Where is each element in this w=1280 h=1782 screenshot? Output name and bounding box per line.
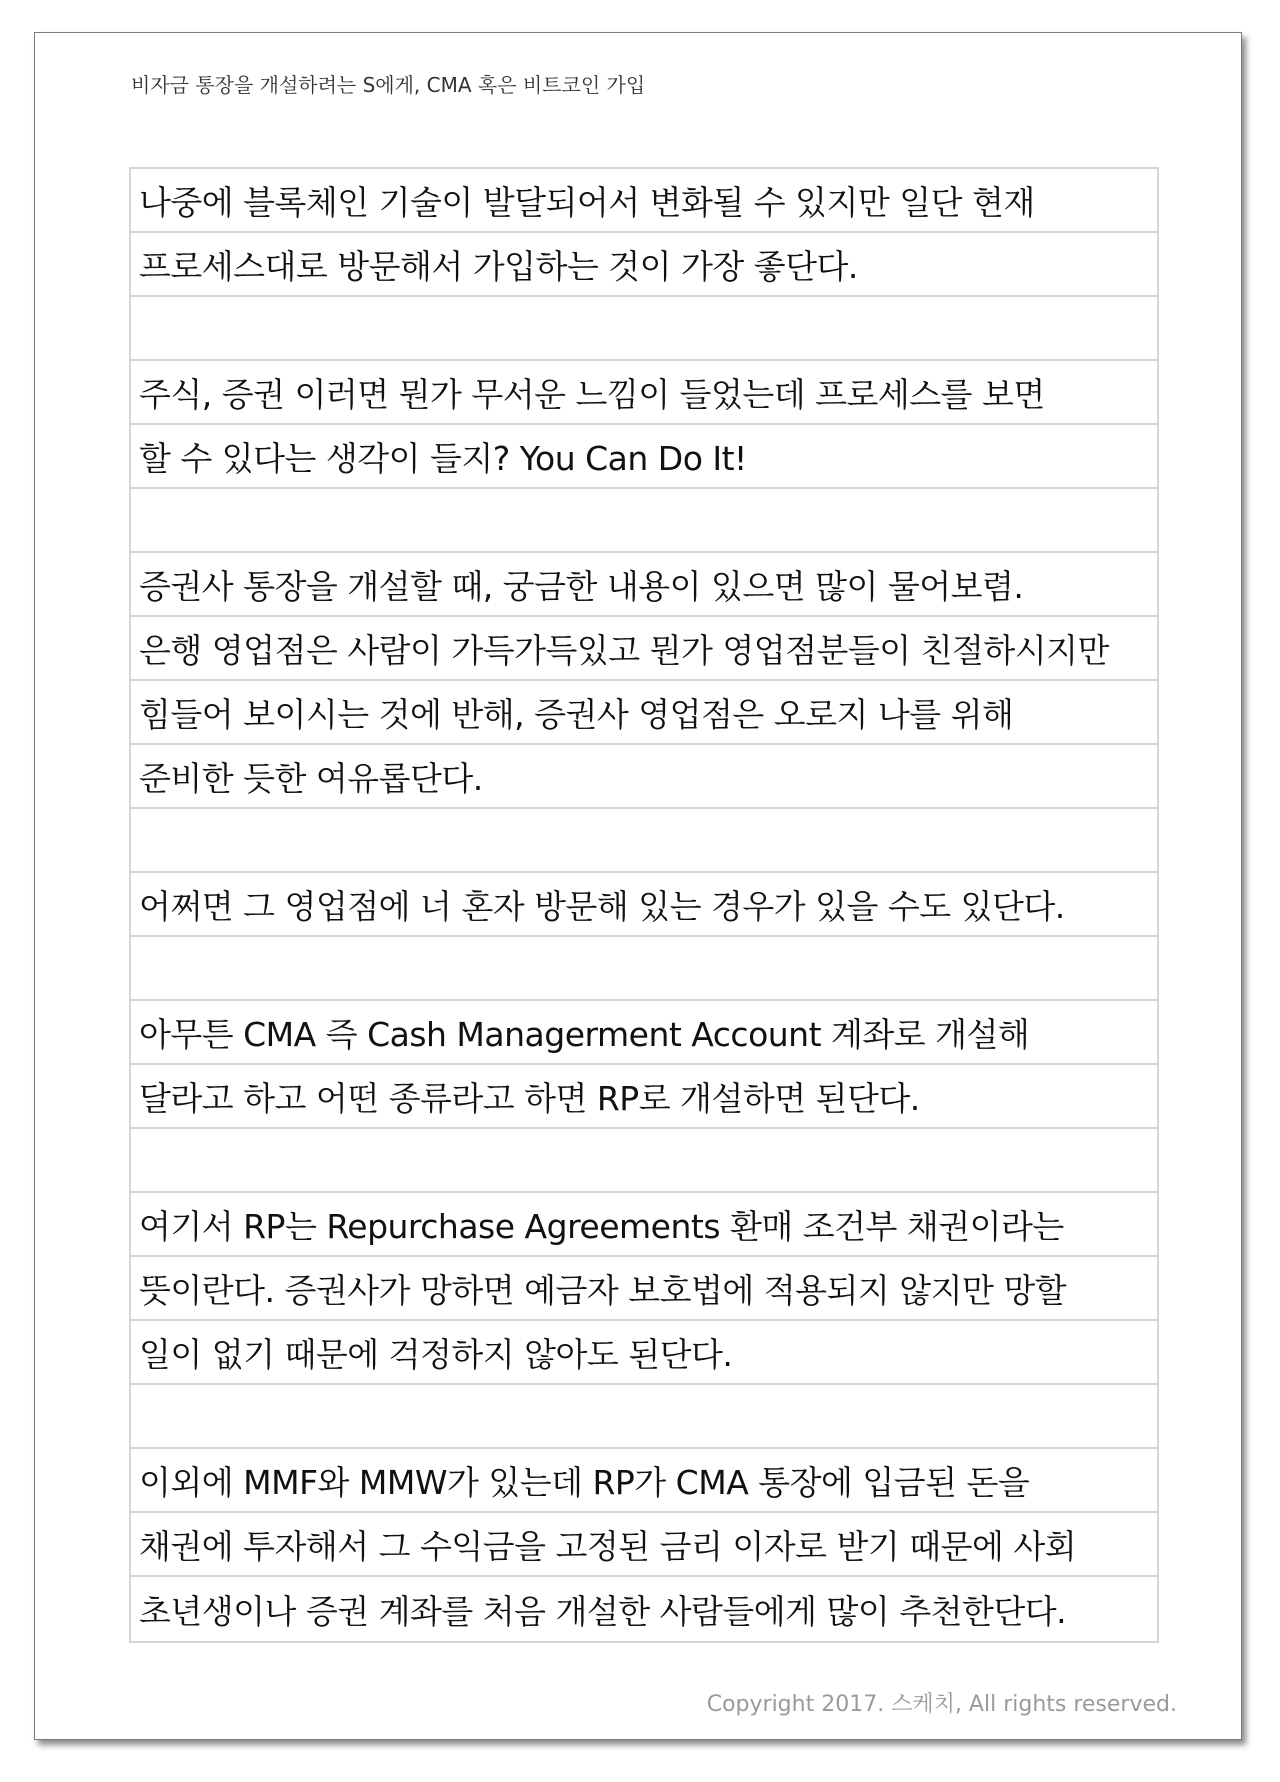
text-line-7: 증권사 통장을 개설할 때, 궁금한 내용이 있으면 많이 물어보렴.	[131, 553, 1157, 617]
text-line-23: 초년생이나 증권 계좌를 처음 개설한 사람들에게 많이 추천한단다.	[139, 1591, 1067, 1631]
text-line-15: 달라고 하고 어떤 종류라고 하면 RP로 개설하면 된단다.	[131, 1065, 1157, 1129]
text-line-19: 일이 없기 때문에 걱정하지 않아도 된단다.	[131, 1321, 1157, 1385]
text-line-22: 채권에 투자해서 그 수익금을 고정된 금리 이자로 받기 때문에 사회	[131, 1513, 1157, 1577]
text-line-21: 이외에 MMF와 MMW가 있는데 RP가 CMA 통장에 입금된 돈을	[131, 1449, 1157, 1513]
text-line-5: 할 수 있다는 생각이 들지? You Can Do It!	[131, 425, 1157, 489]
text-line-14: 아무튼 CMA 즉 Cash Managerment Account 계좌로 개설해	[131, 1001, 1157, 1065]
text-line-16	[131, 1129, 1157, 1193]
document-page	[34, 32, 1242, 1740]
text-line-13	[131, 937, 1157, 1001]
text-line-2: 프로세스대로 방문해서 가입하는 것이 가장 좋단다.	[131, 233, 1157, 297]
lined-text-grid	[129, 167, 1159, 1643]
text-line-1: 나중에 블록체인 기술이 발달되어서 변화될 수 있지만 일단 현재	[131, 169, 1157, 233]
text-line-11	[131, 809, 1157, 873]
copyright-footer: Copyright 2017. 스케치, All rights reserved.	[706, 1692, 1177, 1717]
text-line-3	[131, 297, 1157, 361]
text-line-18: 뜻이란다. 증권사가 망하면 예금자 보호법에 적용되지 않지만 망할	[131, 1257, 1157, 1321]
text-line-4: 주식, 증권 이러면 뭔가 무서운 느낌이 들었는데 프로세스를 보면	[131, 361, 1157, 425]
text-line-10: 준비한 듯한 여유롭단다.	[131, 745, 1157, 809]
text-line-17: 여기서 RP는 Repurchase Agreements 환매 조건부 채권이라는	[131, 1193, 1157, 1257]
text-line-12: 어쩌면 그 영업점에 너 혼자 방문해 있는 경우가 있을 수도 있단다.	[131, 873, 1157, 937]
page-header-title: 비자금 통장을 개설하려는 S에게, CMA 혹은 비트코인 가입	[131, 73, 646, 97]
text-line-9: 힘들어 보이시는 것에 반해, 증권사 영업점은 오로지 나를 위해	[131, 681, 1157, 745]
text-line-8: 은행 영업점은 사람이 가득가득있고 뭔가 영업점분들이 친절하시지만	[131, 617, 1157, 681]
text-line-6	[131, 489, 1157, 553]
text-line-20	[131, 1385, 1157, 1449]
